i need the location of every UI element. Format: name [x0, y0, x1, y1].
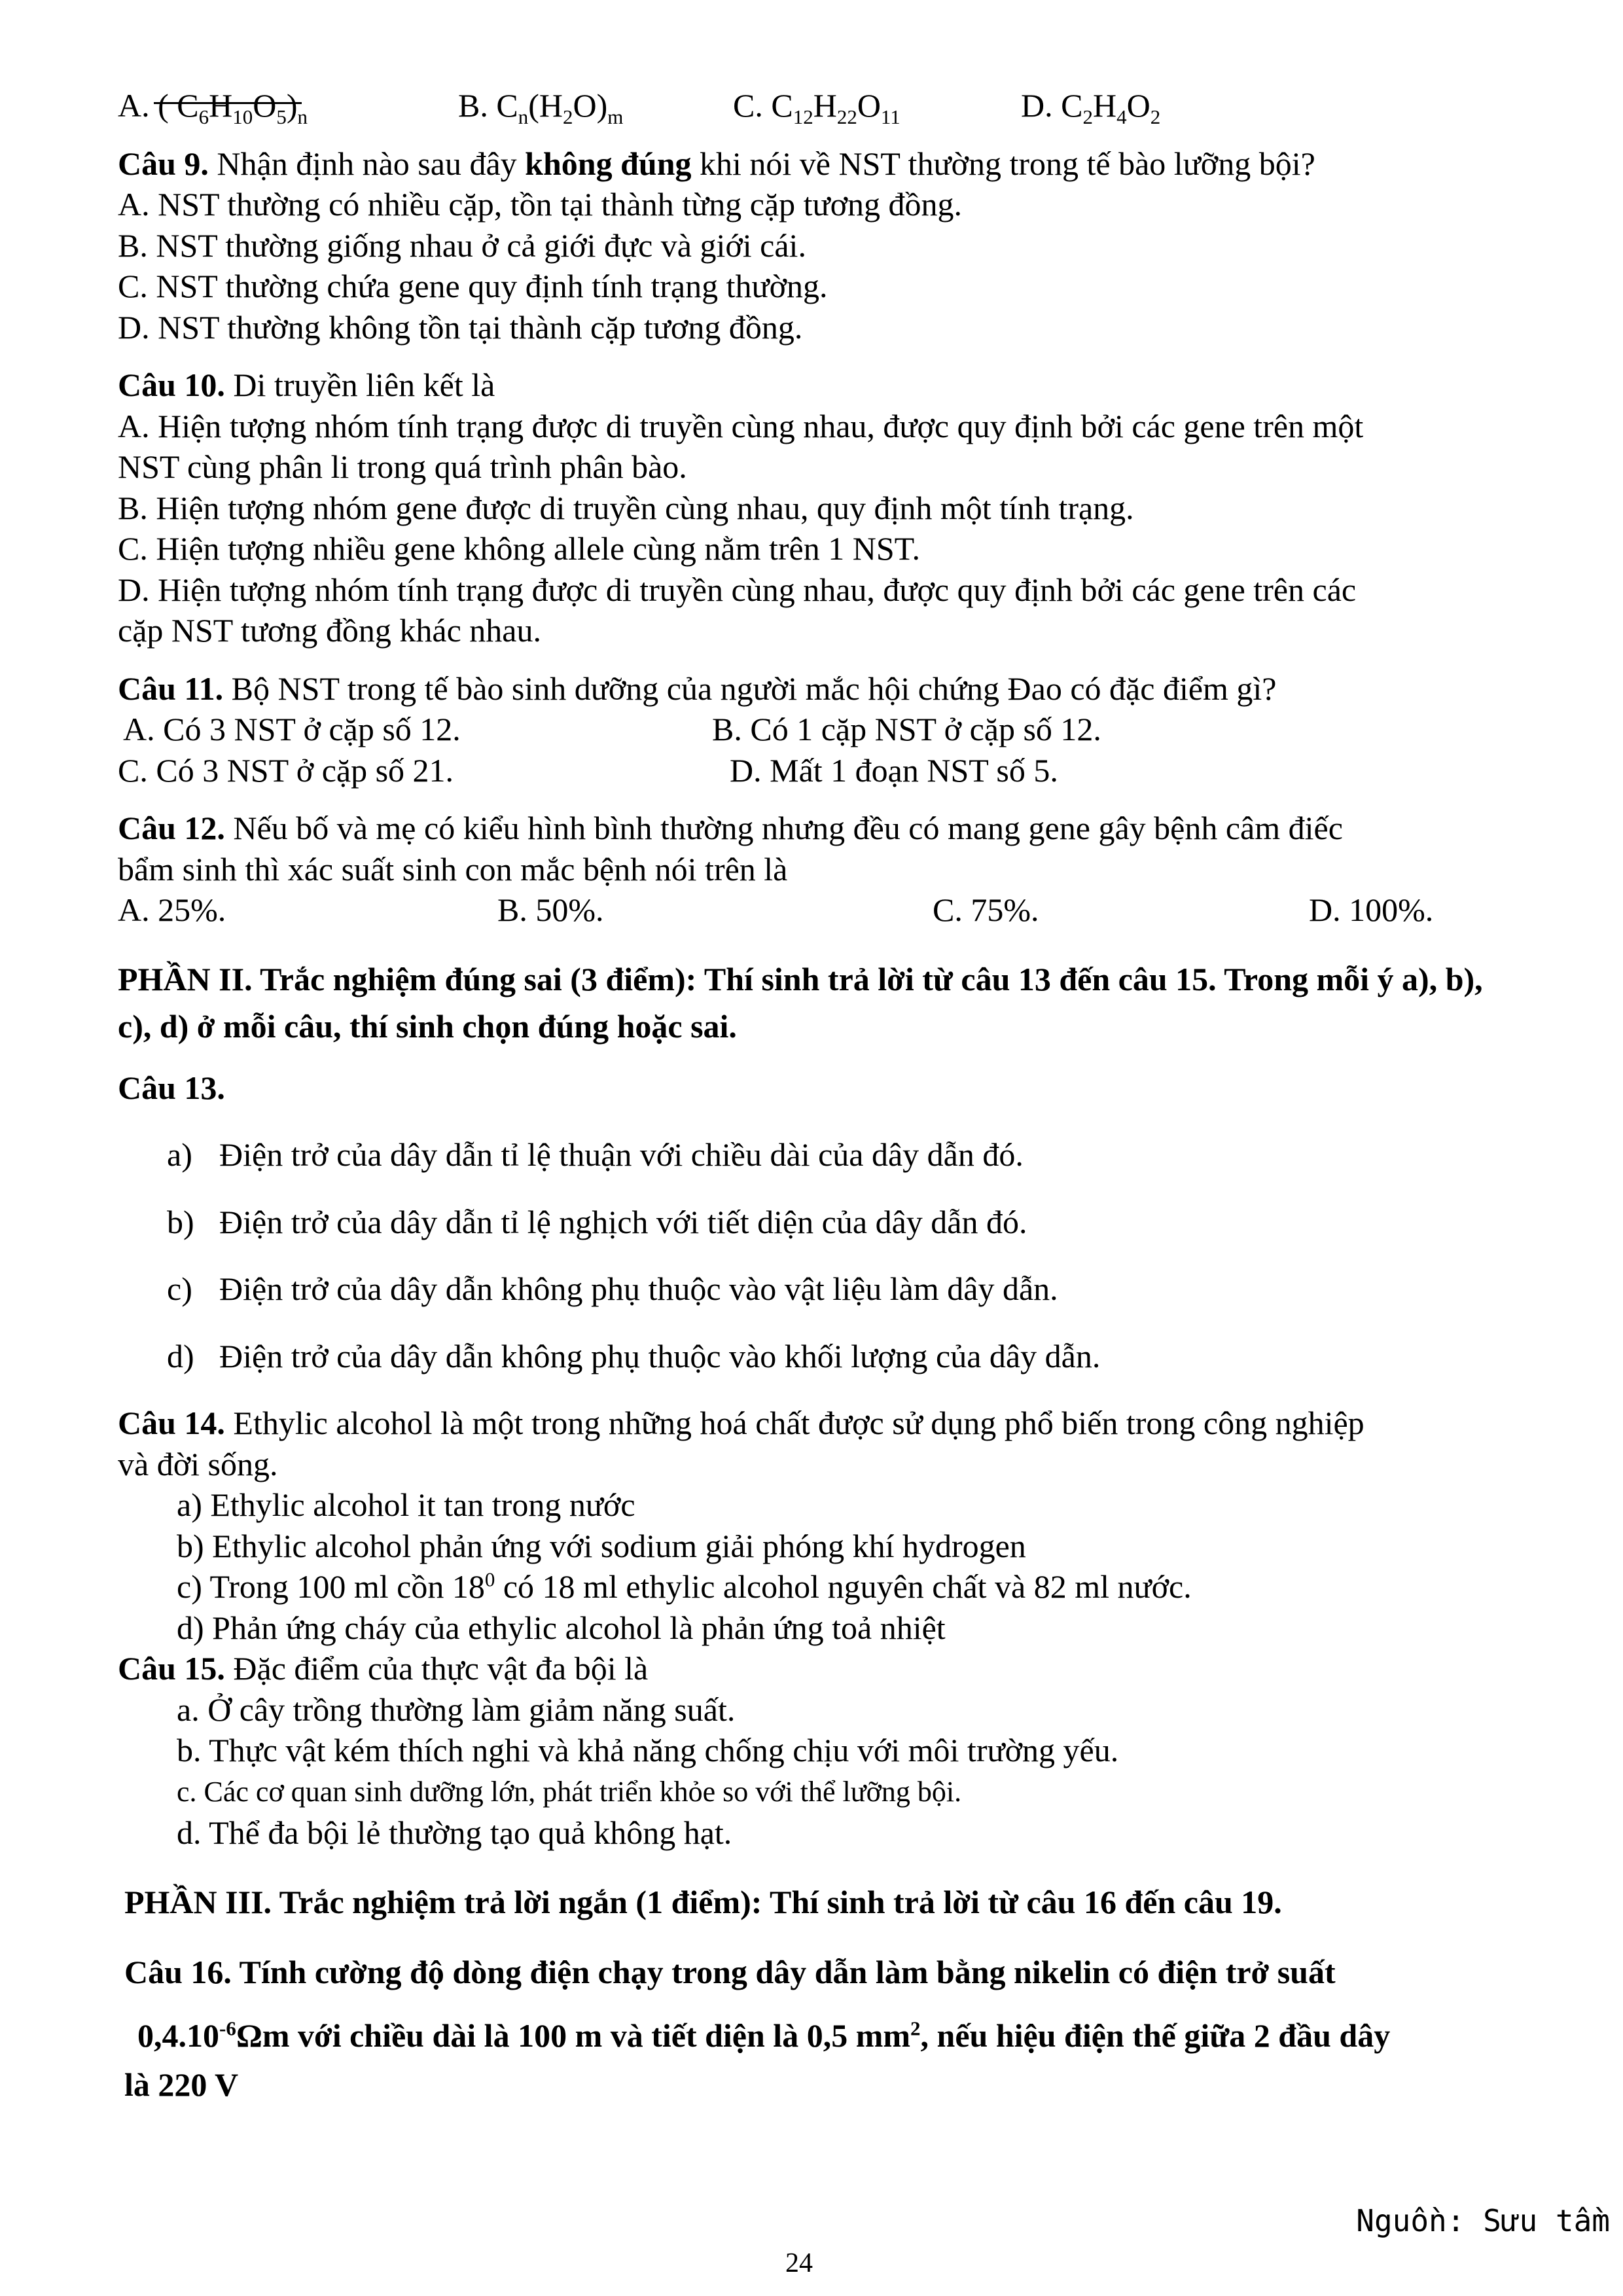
q15-stem: Câu 15. Đặc điểm của thực vật đa bội là: [118, 1650, 649, 1687]
q11-option-d: D. Mất 1 đoạn NST số 5.: [730, 751, 1058, 789]
page-number: 24: [785, 2248, 813, 2278]
question-14: [118, 1403, 1505, 1648]
q10-option-d-line2: cặp NST tương đồng khác nhau.: [118, 612, 541, 649]
q10-option-a-line2: NST cùng phân li trong quá trình phân bào.: [118, 448, 687, 485]
q10-stem: Câu 10. Di truyền liên kết là: [118, 367, 495, 403]
q11-stem: Câu 11. Bộ NST trong tế bào sinh dưỡng của người mắc hội chứng Đao có đặc điểm gì?: [118, 670, 1277, 707]
q13-item-d: d) Điện trở của dây dẫn không phụ thuộc vào khối lượng của dây dẫn.: [167, 1337, 1101, 1374]
q14-item-c: c) Trong 100 ml cồn $18^0$ có 18 ml ethylic alcohol nguyên chất và 82 ml nước.: [177, 1568, 1192, 1605]
q13-item-a: a) Điện trở của dây dẫn tỉ lệ thuận với chiều dài của dây dẫn đó.: [167, 1136, 1024, 1173]
q13-item-c: c) Điện trở của dây dẫn không phụ thuộc vào vật liệu làm dây dẫn.: [167, 1270, 1058, 1307]
part-2-heading: PHẦN II. Trắc nghiệm đúng sai (3 điểm): Thí sinh trả lời từ câu 13 đến câu 15. Trong mỗi ý a), b), c), d) ở mỗi câu, thí sinh chọn đúng hoặc sai.: [118, 960, 1483, 1045]
question-9: [118, 143, 1505, 348]
q11-options-row2: [118, 750, 1505, 791]
q11-options-row1: [118, 709, 1505, 750]
q8-options: [118, 85, 1505, 126]
q14-stem-line2: và đời sống.: [118, 1445, 278, 1482]
q12-options: [118, 889, 1505, 931]
q10-option-a-line1: A. Hiện tượng nhóm tính trạng được di truyền cùng nhau, được quy định bởi các gene trên một: [118, 407, 1364, 444]
polymer-formula: ( $C_6H_{10}O_5$): [158, 85, 297, 126]
q16-line2: $0,4.10^{-6}\Omega m$ với chiều dài là 100 m và tiết diện là 0,5 $mm^2$, nếu hiệu điện thế giữa 2 đầu dây: [137, 2017, 1391, 2054]
source-footer: Nguồn: Sưu tầm: [1356, 2203, 1610, 2238]
document-page: [118, 85, 1505, 2109]
q12-option-b: B. 50%.: [497, 891, 604, 928]
q8-option-d: D. $C_2H_4O_2$: [1021, 87, 1161, 128]
q13-item-b: b) Điện trở của dây dẫn tỉ lệ nghịch với tiết diện của dây dẫn đó.: [167, 1203, 1027, 1240]
q14-item-b: b) Ethylic alcohol phản ứng với sodium giải phóng khí hydrogen: [177, 1527, 1026, 1564]
q12-option-a: A. 25%.: [118, 891, 226, 928]
q16-line1: Câu 16. Tính cường độ dòng điện chạy trong dây dẫn làm bằng nikelin có điện trở suất: [124, 1954, 1336, 1991]
polymer-bar: [154, 102, 301, 104]
q8-option-b: B. $C_n(H_2O)_m$: [458, 87, 624, 128]
q9-option-b: B. NST thường giống nhau ở cả giới đực và giới cái.: [118, 226, 806, 264]
q9-option-c: C. NST thường chứa gene quy định tính trạng thường.: [118, 268, 828, 304]
q14-stem-line1: Câu 14. Ethylic alcohol là một trong những hoá chất được sử dụng phổ biến trong công nghiệp: [118, 1405, 1364, 1441]
q12-option-c: C. 75%.: [933, 891, 1039, 928]
q15-item-d: d. Thể đa bội lẻ thường tạo quả không hạt.: [177, 1814, 732, 1852]
q9-option-a: A. NST thường có nhiều cặp, tồn tại thành từng cặp tương đồng.: [118, 186, 963, 223]
q12-stem-line2: bẩm sinh thì xác suất sinh con mắc bệnh nói trên là: [118, 850, 788, 888]
q14-item-d: d) Phản ứng cháy của ethylic alcohol là phản ứng toả nhiệt: [177, 1609, 946, 1646]
q9-option-d: D. NST thường không tồn tại thành cặp tương đồng.: [118, 308, 803, 346]
q13-stem: Câu 13.: [118, 1069, 225, 1106]
q10-option-c: C. Hiện tượng nhiều gene không allele cùng nằm trên 1 NST.: [118, 530, 920, 567]
q9-stem: Câu 9. Nhận định nào sau đây không đúng khi nói về NST thường trong tế bào lưỡng bội?: [118, 145, 1315, 182]
question-10: [118, 365, 1505, 651]
q11-option-a: A. Có 3 NST ở cặp số 12.: [123, 711, 461, 747]
question-13: [118, 1067, 1505, 1377]
q15-item-b: b. Thực vật kém thích nghi và khả năng chống chịu với môi trường yếu.: [177, 1732, 1119, 1768]
question-15: [118, 1648, 1505, 1854]
q11-option-b: B. Có 1 cặp NST ở cặp số 12.: [712, 711, 1101, 747]
question-16: [118, 1948, 1505, 2109]
q12-stem-line1: Câu 12. Nếu bố và mẹ có kiểu hình bình thường nhưng đều có mang gene gây bệnh câm điếc: [118, 810, 1343, 846]
question-11: [118, 668, 1505, 791]
q15-item-a: a. Ở cây trồng thường làm giảm năng suất.: [177, 1691, 736, 1728]
question-12: [118, 808, 1505, 931]
part-3-heading: PHẦN III. Trắc nghiệm trả lời ngắn (1 điểm): Thí sinh trả lời từ câu 16 đến câu 19.: [124, 1883, 1282, 1920]
q11-option-c: C. Có 3 NST ở cặp số 21.: [118, 751, 454, 789]
q8-option-a: A. ( $C_6H_{10}O_5)_n$: [118, 85, 458, 126]
q8-option-c: C. $C_{12}H_{22}O_{11}$: [733, 87, 901, 128]
q10-option-b: B. Hiện tượng nhóm gene được di truyền cùng nhau, quy định một tính trạng.: [118, 489, 1134, 526]
q15-item-c: c. Các cơ quan sinh dưỡng lớn, phát triển khỏe so với thể lưỡng bội.: [177, 1775, 962, 1808]
q16-line3: là 220 V: [124, 2066, 239, 2104]
q14-item-a: a) Ethylic alcohol it tan trong nước: [177, 1486, 635, 1523]
q12-option-d: D. 100%.: [1309, 891, 1434, 928]
q10-option-d-line1: D. Hiện tượng nhóm tính trạng được di truyền cùng nhau, được quy định bởi các gene trên các: [118, 571, 1357, 608]
